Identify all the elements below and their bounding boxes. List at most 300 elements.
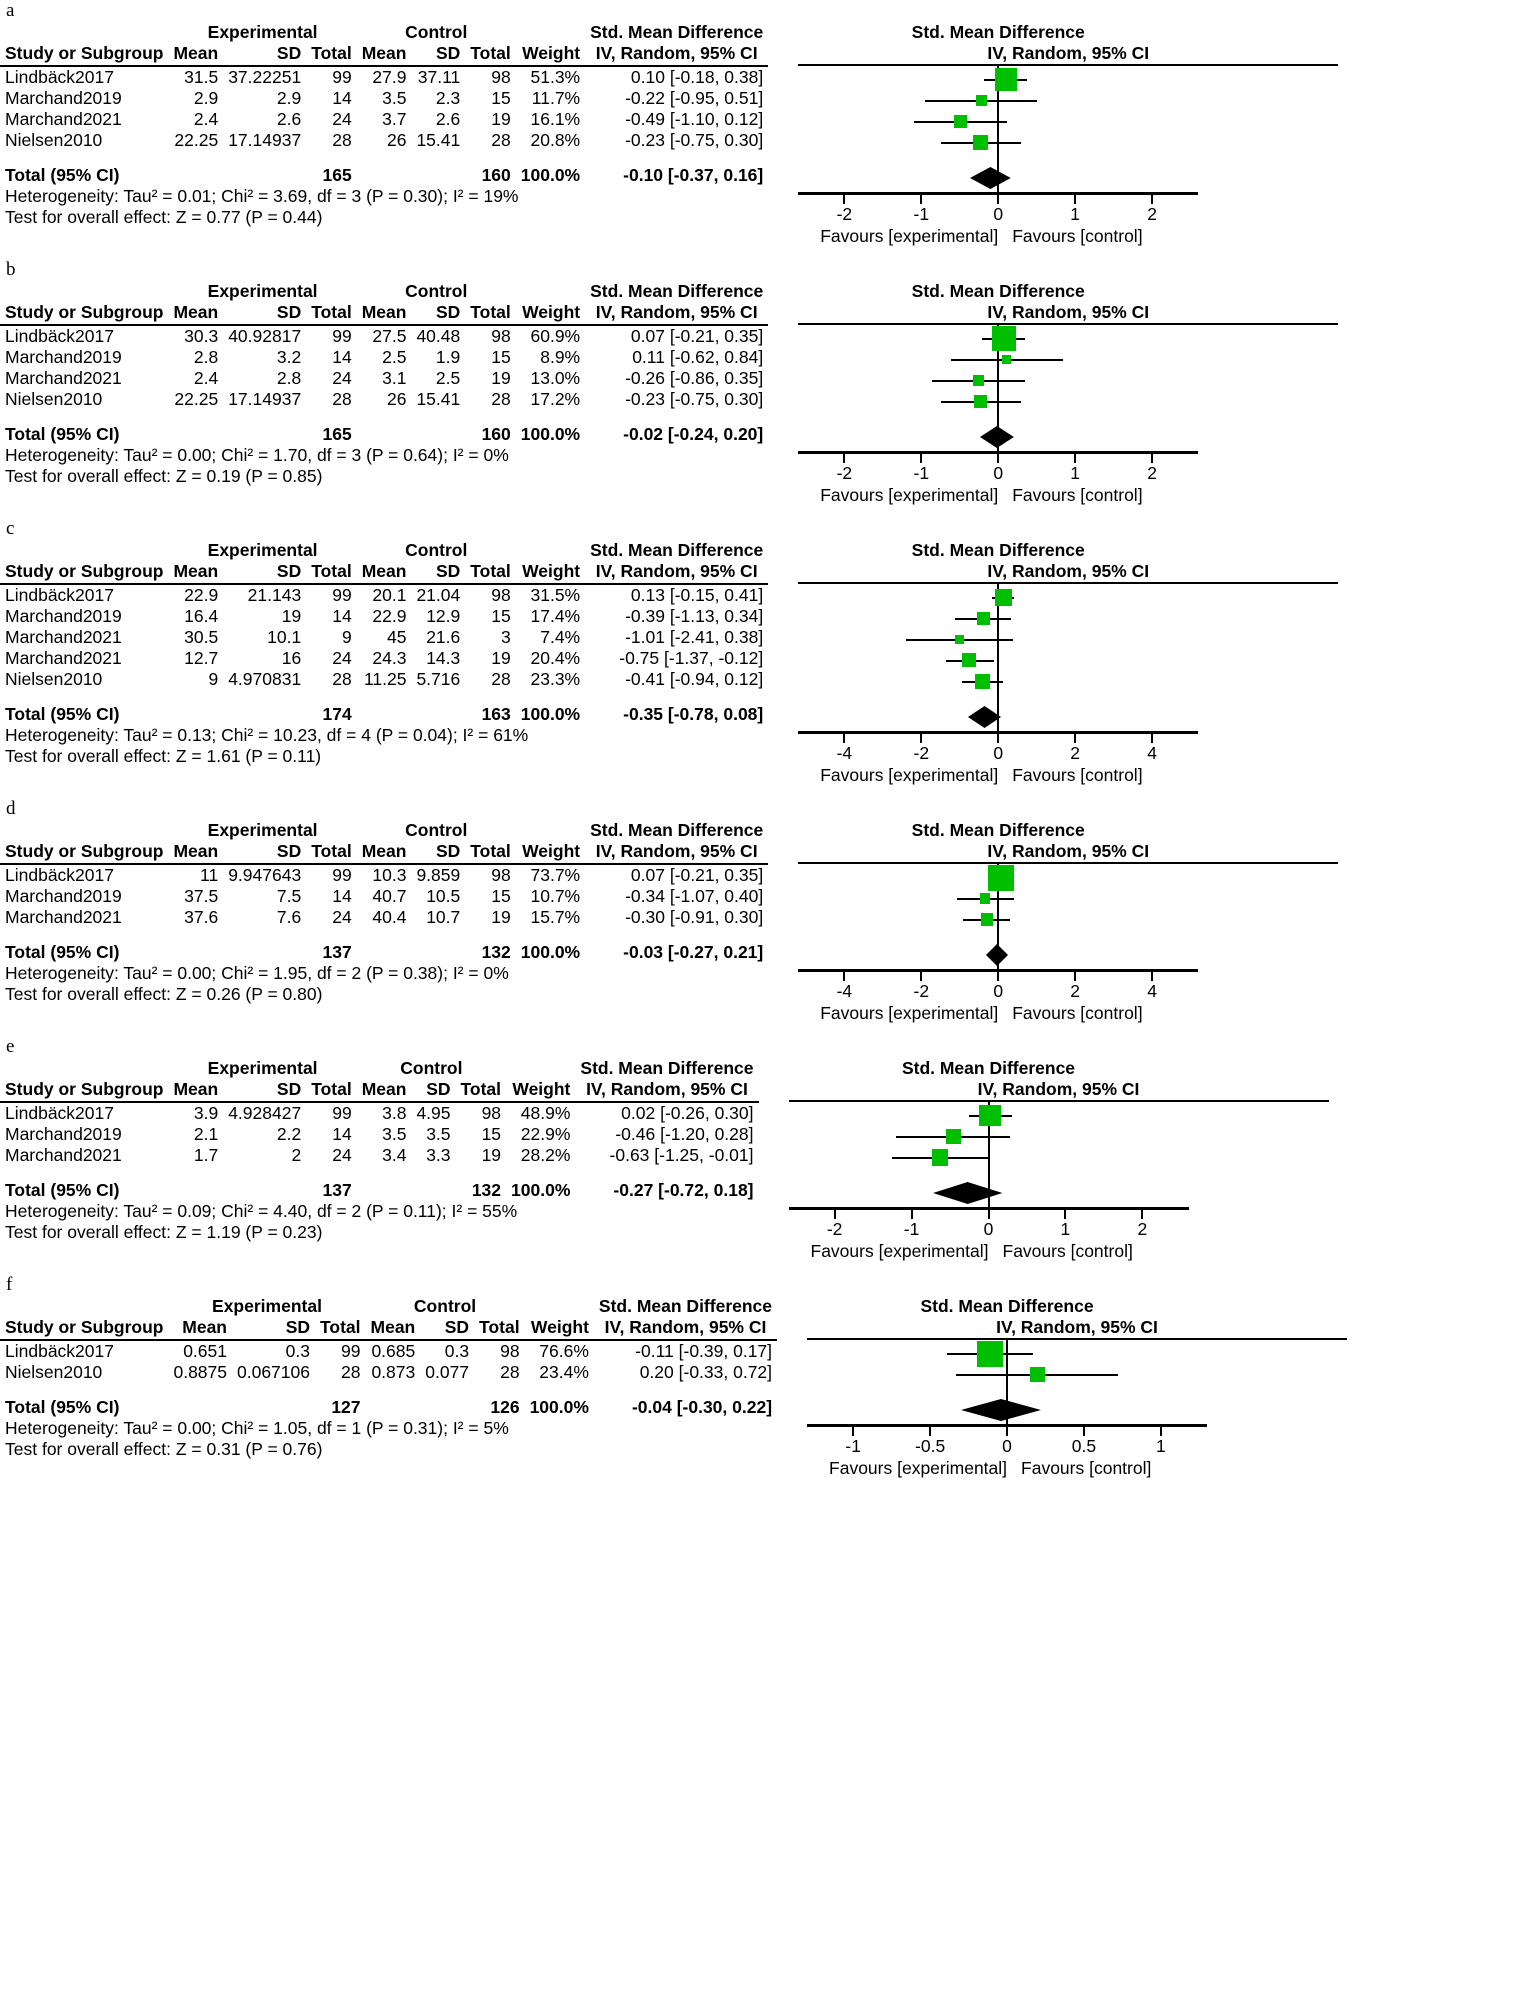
blank-cell <box>516 540 585 561</box>
experimental-group-header: Experimental <box>212 1296 322 1316</box>
ctrl-total: 19 <box>491 109 511 129</box>
axis-tick <box>929 1427 931 1436</box>
ctrl-sd: 15.41 <box>416 389 461 409</box>
axis-tick-label: 2 <box>1147 204 1157 224</box>
exp-sd-header: SD <box>223 841 306 864</box>
axis-tick-label: 4 <box>1147 981 1157 1001</box>
ctrl-mean: 3.4 <box>382 1145 407 1165</box>
axis-tick-label: 0 <box>993 204 1004 224</box>
ctrl-mean: 26 <box>386 389 407 409</box>
study-marker-box <box>973 375 984 386</box>
study-marker-box <box>981 913 993 925</box>
forest-panel-d <box>0 798 1535 1036</box>
exp-mean: 12.7 <box>184 648 219 668</box>
ctrl-sd: 12.9 <box>426 606 461 626</box>
pooled-effect-diamond <box>986 944 1008 966</box>
group-header-row <box>0 540 768 561</box>
axis-tick-label: -2 <box>836 204 853 224</box>
panel-letter: e <box>6 1036 15 1057</box>
exp-mean: 11 <box>200 865 219 885</box>
blank-cell <box>0 820 168 841</box>
ctrl-sd: 0.077 <box>425 1362 470 1382</box>
ctrl-total: 28 <box>491 669 511 689</box>
effect-sub-header: IV, Random, 95% CI <box>594 1317 777 1340</box>
heterogeneity-row <box>0 725 768 746</box>
weight-value: 15.7% <box>530 907 581 927</box>
exp-total-header: Total <box>306 302 357 325</box>
weight-value: 20.8% <box>530 130 581 150</box>
table-row <box>0 864 768 886</box>
plot-column <box>768 540 1358 798</box>
total-weight: 100.0% <box>529 1397 589 1417</box>
axis-tick-label: 2 <box>1137 1219 1148 1239</box>
total-label: Total (95% CI) <box>5 942 120 962</box>
row-spacer <box>0 1166 759 1180</box>
ctrl-total-header: Total <box>465 561 516 584</box>
study-column-header: Study or Subgroup <box>0 43 168 66</box>
exp-total: 99 <box>332 585 352 605</box>
table-row <box>0 1102 759 1124</box>
study-label: Nielsen2010 <box>5 389 103 409</box>
row-spacer <box>0 410 768 424</box>
plot-subtitle <box>798 561 1338 584</box>
ctrl-sd: 2.6 <box>435 109 461 129</box>
overall-effect-row <box>0 466 768 487</box>
row-spacer <box>0 1383 777 1397</box>
exp-mean: 9 <box>208 669 219 689</box>
exp-total: 24 <box>332 1145 352 1165</box>
weight-value: 31.5% <box>530 585 581 605</box>
overall-effect-text: Test for overall effect: Z = 0.19 (P = 0.85) <box>5 466 323 486</box>
table-row <box>0 66 768 88</box>
exp-total: 14 <box>332 1124 352 1144</box>
axis-tick <box>988 1210 990 1219</box>
ctrl-mean-header: Mean <box>357 43 412 66</box>
ctrl-sd: 0.3 <box>444 1341 470 1361</box>
total-ctrl-total: 160 <box>481 424 511 444</box>
axis-tick-label: -2 <box>836 463 853 483</box>
study-label: Marchand2021 <box>5 627 122 647</box>
exp-sd: 7.5 <box>276 886 302 906</box>
ctrl-sd-header: SD <box>411 302 465 325</box>
group-header-row <box>0 1296 777 1317</box>
study-marker-box <box>995 68 1017 90</box>
weight-value: 8.9% <box>540 347 581 367</box>
study-marker-box <box>977 612 990 625</box>
weight-value: 17.4% <box>530 606 581 626</box>
blank-cell <box>0 281 168 302</box>
column-header-row <box>0 43 768 66</box>
study-label: Nielsen2010 <box>5 1362 103 1382</box>
effect-value: -0.22 [-0.95, 0.51] <box>625 88 764 108</box>
heterogeneity-row <box>0 186 768 207</box>
ctrl-total: 98 <box>500 1341 520 1361</box>
forest-panel-c <box>0 518 1535 798</box>
exp-mean: 30.5 <box>184 627 219 647</box>
heterogeneity-text: Heterogeneity: Tau² = 0.13; Chi² = 10.23, df = 4 (P = 0.04); I² = 61% <box>5 725 529 745</box>
study-marker-box <box>975 674 990 689</box>
experimental-group-header: Experimental <box>207 22 318 42</box>
table-row <box>0 669 768 690</box>
exp-mean: 2.9 <box>193 88 219 108</box>
axis-tick <box>1074 195 1076 204</box>
study-column-header: Study or Subgroup <box>0 561 168 584</box>
favours-experimental-label: Favours [experimental] <box>820 1003 999 1023</box>
total-effect: -0.10 [-0.37, 0.16] <box>623 165 764 185</box>
effect-value: -0.34 [-1.07, 0.40] <box>625 886 764 906</box>
group-header-row <box>0 22 768 43</box>
study-column-header: Study or Subgroup <box>0 1317 168 1340</box>
effect-title-header: Std. Mean Difference <box>590 540 764 560</box>
total-row <box>0 165 768 186</box>
axis-tick <box>997 454 999 463</box>
exp-total-header: Total <box>315 1317 366 1340</box>
ctrl-mean: 11.25 <box>363 669 407 689</box>
study-marker-box <box>977 1341 1003 1367</box>
exp-sd: 10.1 <box>267 627 302 647</box>
ctrl-mean-header: Mean <box>357 561 412 584</box>
exp-mean: 37.5 <box>184 886 219 906</box>
ctrl-mean-header: Mean <box>357 1079 412 1102</box>
favours-control-label: Favours [control] <box>1012 1003 1143 1023</box>
axis-tick-label: -4 <box>836 743 853 763</box>
ctrl-mean: 10.3 <box>372 865 407 885</box>
overall-effect-text: Test for overall effect: Z = 1.61 (P = 0.11) <box>5 746 322 766</box>
ctrl-sd-header: SD <box>411 43 465 66</box>
axis-tick <box>1083 1427 1085 1436</box>
total-label: Total (95% CI) <box>5 424 120 444</box>
axis-tick <box>1074 972 1076 981</box>
blank-cell <box>516 22 585 43</box>
ctrl-sd: 10.5 <box>426 886 461 906</box>
total-effect: -0.35 [-0.78, 0.08] <box>623 704 764 724</box>
blank-cell <box>0 540 168 561</box>
table-row <box>0 584 768 606</box>
table-row <box>0 1340 777 1362</box>
weight-value: 73.7% <box>530 865 581 885</box>
data-table <box>0 540 768 767</box>
group-header-row <box>0 1058 759 1079</box>
exp-sd: 4.970831 <box>228 669 302 689</box>
ctrl-mean: 3.5 <box>382 1124 407 1144</box>
ctrl-total: 28 <box>491 389 511 409</box>
axis-tick-label: 0 <box>1002 1436 1012 1456</box>
ctrl-mean-header: Mean <box>357 841 412 864</box>
overall-effect-row <box>0 984 768 1005</box>
ctrl-sd: 1.9 <box>435 347 461 367</box>
favours-experimental-label: Favours [experimental] <box>829 1458 1008 1478</box>
effect-value: 0.07 [-0.21, 0.35] <box>630 326 764 346</box>
ctrl-sd: 37.11 <box>417 67 461 87</box>
data-table <box>0 820 768 1005</box>
exp-total: 24 <box>332 907 352 927</box>
ctrl-mean: 3.8 <box>382 1103 407 1123</box>
effect-title-header: Std. Mean Difference <box>590 820 764 840</box>
effect-title-header: Std. Mean Difference <box>590 281 764 301</box>
ctrl-sd-header: SD <box>411 1079 455 1102</box>
ctrl-total: 15 <box>491 347 511 367</box>
ctrl-total: 28 <box>491 130 511 150</box>
ctrl-sd: 4.95 <box>416 1103 451 1123</box>
ctrl-total: 15 <box>491 886 511 906</box>
total-label: Total (95% CI) <box>5 704 120 724</box>
ctrl-sd: 21.04 <box>416 585 461 605</box>
panel-letter: b <box>6 259 16 280</box>
data-table <box>0 1058 759 1243</box>
ctrl-mean: 24.3 <box>372 648 407 668</box>
study-marker-box <box>979 1105 1001 1127</box>
weight-value: 60.9% <box>530 326 581 346</box>
exp-mean: 2.8 <box>193 347 219 367</box>
exp-total: 24 <box>332 368 352 388</box>
total-row <box>0 942 768 963</box>
ctrl-total: 98 <box>481 1103 502 1123</box>
table-row <box>0 907 768 928</box>
data-table <box>0 281 768 487</box>
exp-sd: 19 <box>281 606 302 626</box>
exp-mean: 2.4 <box>193 368 219 388</box>
study-marker-box <box>946 1129 961 1144</box>
heterogeneity-text: Heterogeneity: Tau² = 0.01; Chi² = 3.69, df = 3 (P = 0.30); I² = 19% <box>5 186 519 206</box>
exp-mean: 1.7 <box>193 1145 219 1165</box>
table-row <box>0 606 768 627</box>
ctrl-mean: 0.873 <box>371 1362 416 1382</box>
exp-total: 14 <box>332 886 352 906</box>
ctrl-mean-header: Mean <box>366 1317 421 1340</box>
overall-effect-text: Test for overall effect: Z = 0.26 (P = 0.80) <box>5 984 323 1004</box>
study-marker-box <box>1030 1367 1045 1382</box>
panel-letter: c <box>6 518 15 539</box>
exp-total-header: Total <box>306 841 357 864</box>
data-table <box>0 1296 777 1460</box>
ctrl-sd-header: SD <box>420 1317 474 1340</box>
heterogeneity-row <box>0 963 768 984</box>
exp-mean: 2.1 <box>193 1124 219 1144</box>
exp-sd: 40.92817 <box>228 326 302 346</box>
blank-cell <box>525 1296 594 1317</box>
overall-effect-text: Test for overall effect: Z = 1.19 (P = 0.23) <box>5 1222 323 1242</box>
total-effect: -0.04 [-0.30, 0.22] <box>631 1397 773 1417</box>
effect-value: -0.23 [-0.75, 0.30] <box>625 389 764 409</box>
exp-mean: 22.9 <box>184 585 219 605</box>
ctrl-sd: 21.6 <box>426 627 461 647</box>
study-label: Marchand2019 <box>5 88 122 108</box>
weight-value: 23.3% <box>530 669 581 689</box>
plot-title: Std. Mean Difference <box>901 1058 1076 1078</box>
row-spacer <box>0 690 768 704</box>
overall-effect-text: Test for overall effect: Z = 0.31 (P = 0.76) <box>5 1439 323 1459</box>
blank-cell <box>516 281 585 302</box>
effect-value: 0.20 [-0.33, 0.72] <box>639 1362 773 1382</box>
exp-total: 28 <box>332 130 352 150</box>
ctrl-mean: 22.9 <box>372 606 407 626</box>
row-spacer <box>0 151 768 165</box>
total-label: Total (95% CI) <box>5 1180 120 1200</box>
heterogeneity-text: Heterogeneity: Tau² = 0.00; Chi² = 1.70, df = 3 (P = 0.64); I² = 0% <box>5 445 509 465</box>
study-marker-box <box>932 1149 948 1165</box>
table-row <box>0 130 768 151</box>
axis-tick-label: 1 <box>1070 204 1081 224</box>
experimental-group-header: Experimental <box>207 820 318 840</box>
favours-experimental-label: Favours [experimental] <box>820 485 999 505</box>
study-marker-box <box>973 135 987 149</box>
exp-sd: 2.8 <box>276 368 302 388</box>
plot-column <box>759 1058 1349 1274</box>
total-exp-total: 165 <box>322 424 352 444</box>
blank-cell <box>0 22 168 43</box>
plot-area <box>789 1102 1329 1274</box>
exp-sd-header: SD <box>223 302 306 325</box>
exp-total: 99 <box>332 67 352 87</box>
study-label: Lindbäck2017 <box>5 1103 114 1123</box>
ctrl-mean: 3.5 <box>382 88 407 108</box>
ctrl-sd: 2.3 <box>435 88 461 108</box>
blank-cell <box>516 820 585 841</box>
weight-value: 28.2% <box>520 1145 571 1165</box>
weight-value: 10.7% <box>530 886 581 906</box>
exp-total-header: Total <box>306 1079 357 1102</box>
effect-value: -0.75 [-1.37, -0.12] <box>619 648 764 668</box>
weight-value: 20.4% <box>530 648 581 668</box>
axis-tick <box>920 972 922 981</box>
total-effect: -0.02 [-0.24, 0.20] <box>623 424 764 444</box>
ctrl-total: 15 <box>481 1124 502 1144</box>
total-row <box>0 1397 777 1418</box>
ctrl-mean: 27.5 <box>372 326 407 346</box>
axis-tick <box>911 1210 913 1219</box>
plot-subtitle-text: IV, Random, 95% CI <box>987 841 1150 861</box>
exp-total: 99 <box>341 1341 361 1361</box>
exp-sd: 16 <box>281 648 302 668</box>
heterogeneity-row <box>0 1201 759 1222</box>
ctrl-total-header: Total <box>465 43 516 66</box>
axis-tick-label: -0.5 <box>915 1436 946 1456</box>
ctrl-total-header: Total <box>474 1317 525 1340</box>
study-marker-box <box>955 635 963 643</box>
pooled-effect-diamond <box>968 706 1001 728</box>
experimental-group-header: Experimental <box>207 540 318 560</box>
study-marker-box <box>974 395 987 408</box>
ctrl-mean: 2.5 <box>382 347 407 367</box>
favours-experimental-label: Favours [experimental] <box>810 1241 989 1261</box>
heterogeneity-row <box>0 1418 777 1439</box>
axis-tick <box>843 195 845 204</box>
column-header-row <box>0 302 768 325</box>
exp-sd: 9.947643 <box>228 865 302 885</box>
axis-tick <box>997 195 999 204</box>
plot-column <box>777 1296 1367 1491</box>
pooled-effect-diamond <box>980 426 1014 448</box>
study-marker-box <box>976 95 987 106</box>
column-header-row <box>0 841 768 864</box>
ctrl-total: 3 <box>501 627 511 647</box>
axis-tick-label: 1 <box>1070 463 1081 483</box>
exp-mean: 2.4 <box>193 109 219 129</box>
axis-tick <box>1151 195 1153 204</box>
ctrl-sd: 40.48 <box>416 326 461 346</box>
table-row <box>0 1124 759 1145</box>
panel-letter: f <box>6 1274 13 1295</box>
exp-sd: 7.6 <box>276 907 302 927</box>
ctrl-sd: 3.5 <box>426 1124 451 1144</box>
overall-effect-row <box>0 207 768 228</box>
exp-total: 14 <box>332 347 352 367</box>
ctrl-total: 98 <box>491 326 511 346</box>
axis-tick <box>1151 972 1153 981</box>
effect-value: -0.41 [-0.94, 0.12] <box>625 669 764 689</box>
plot-subtitle-text: IV, Random, 95% CI <box>996 1317 1158 1337</box>
ctrl-sd: 9.859 <box>416 865 461 885</box>
weight-value: 23.4% <box>539 1362 589 1382</box>
exp-total: 14 <box>332 606 352 626</box>
axis-tick-label: 1 <box>1060 1219 1071 1239</box>
axis-tick-label: -1 <box>845 1436 861 1456</box>
control-group-header: Control <box>405 22 468 42</box>
effect-title-header: Std. Mean Difference <box>590 22 764 42</box>
table-row <box>0 886 768 907</box>
study-marker-box <box>962 653 976 667</box>
plot-area <box>798 584 1338 798</box>
exp-sd: 0.067106 <box>237 1362 310 1382</box>
exp-mean: 3.9 <box>193 1103 219 1123</box>
table-row <box>0 1145 759 1166</box>
table-row <box>0 325 768 347</box>
effect-value: -0.39 [-1.13, 0.34] <box>625 606 764 626</box>
table-row <box>0 88 768 109</box>
ctrl-sd: 3.3 <box>426 1145 451 1165</box>
plot-title: Std. Mean Difference <box>911 22 1085 42</box>
ctrl-sd: 5.716 <box>416 669 461 689</box>
table-row <box>0 109 768 130</box>
ctrl-total: 98 <box>491 67 511 87</box>
exp-sd: 0.3 <box>285 1341 310 1361</box>
exp-mean-header: Mean <box>168 841 223 864</box>
column-header-row <box>0 561 768 584</box>
exp-mean-header: Mean <box>168 1079 223 1102</box>
plot-area <box>807 1340 1347 1491</box>
axis-tick <box>1151 734 1153 743</box>
exp-sd-header: SD <box>232 1317 315 1340</box>
exp-mean: 37.6 <box>184 907 219 927</box>
table-row <box>0 347 768 368</box>
total-weight: 100.0% <box>511 1180 571 1200</box>
table-row <box>0 627 768 648</box>
exp-total: 14 <box>332 88 352 108</box>
ctrl-sd: 10.7 <box>426 907 461 927</box>
total-ctrl-total: 132 <box>481 942 511 962</box>
plot-subtitle <box>798 302 1338 325</box>
ctrl-mean-header: Mean <box>357 302 412 325</box>
axis-tick <box>1160 1427 1162 1436</box>
study-marker-box <box>995 589 1012 606</box>
exp-sd: 17.14937 <box>228 130 302 150</box>
effect-value: 0.13 [-0.15, 0.41] <box>630 585 764 605</box>
exp-total: 24 <box>332 109 352 129</box>
axis-tick-label: 2 <box>1147 463 1157 483</box>
total-ctrl-total: 132 <box>471 1180 502 1200</box>
plot-subtitle-text: IV, Random, 95% CI <box>987 43 1150 63</box>
favours-experimental-label: Favours [experimental] <box>820 765 999 785</box>
axis-tick-label: 4 <box>1147 743 1157 763</box>
axis-tick-label: -1 <box>903 1219 920 1239</box>
study-label: Marchand2019 <box>5 886 122 906</box>
axis-tick <box>1074 734 1076 743</box>
weight-value: 16.1% <box>530 109 581 129</box>
study-label: Marchand2019 <box>5 347 122 367</box>
exp-mean: 22.25 <box>174 389 219 409</box>
forest-panel-a <box>0 0 1535 259</box>
effect-title-header: Std. Mean Difference <box>580 1058 754 1078</box>
